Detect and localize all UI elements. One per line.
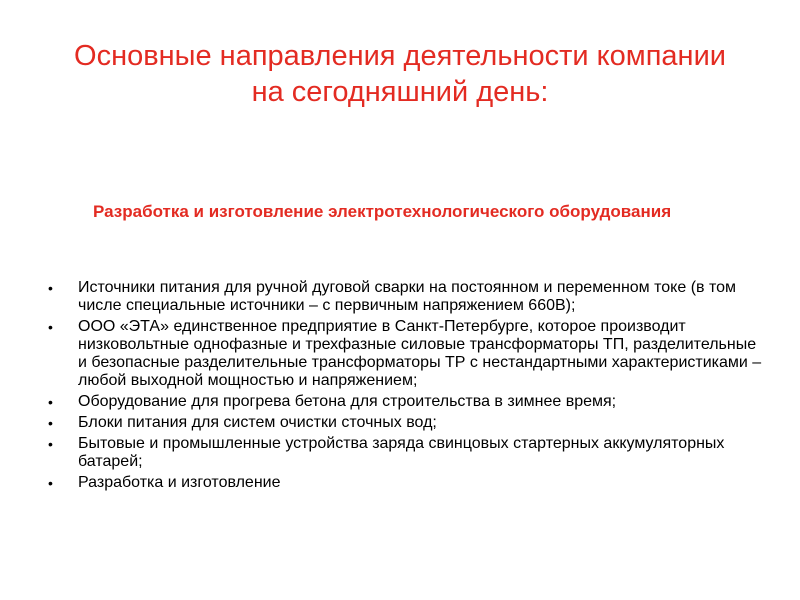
list-item [48,474,768,492]
title-line-2: на сегодняшний день: [251,76,549,108]
list-item-text: Разработка и изготовление [78,474,281,491]
list-item [48,435,768,471]
bullet-icon: • [48,436,53,452]
list-item [48,318,768,390]
bullet-icon: • [48,394,53,410]
list-item-text: Бытовые и промышленные устройства заряда свинцовых стартерных аккумуляторных батарей; [78,435,725,470]
slide-title [40,38,760,110]
bullet-list [48,279,768,495]
title-line-1: Основные направления деятельности компании [74,40,726,72]
list-item [48,279,768,315]
list-item-text: Оборудование для прогрева бетона для строительства в зимнее время; [78,393,617,410]
list-item [48,414,768,432]
list-item-text: Блоки питания для систем очистки сточных вод; [78,414,437,431]
bullet-icon: • [48,415,53,431]
section-subtitle: Разработка и изготовление электротехнологического оборудования [93,202,672,221]
list-item-text: ООО «ЭТА» единственное предприятие в Санкт-Петербурге, которое производит низковольтные однофазные и трехфазные силовые трансформаторы ТП, разделительные и безопасные разделительные трансформаторы ТР с нестандартными характеристиками – любой выходной мощностью и напряжением; [78,318,762,389]
list-item [48,393,768,411]
bullet-icon: • [48,319,53,335]
bullet-icon: • [48,280,53,296]
bullet-icon: • [48,475,53,491]
list-item-text: Источники питания для ручной дуговой сварки на постоянном и переменном токе (в том числе специальные источники – с первичным напряжением 660В); [78,279,737,314]
